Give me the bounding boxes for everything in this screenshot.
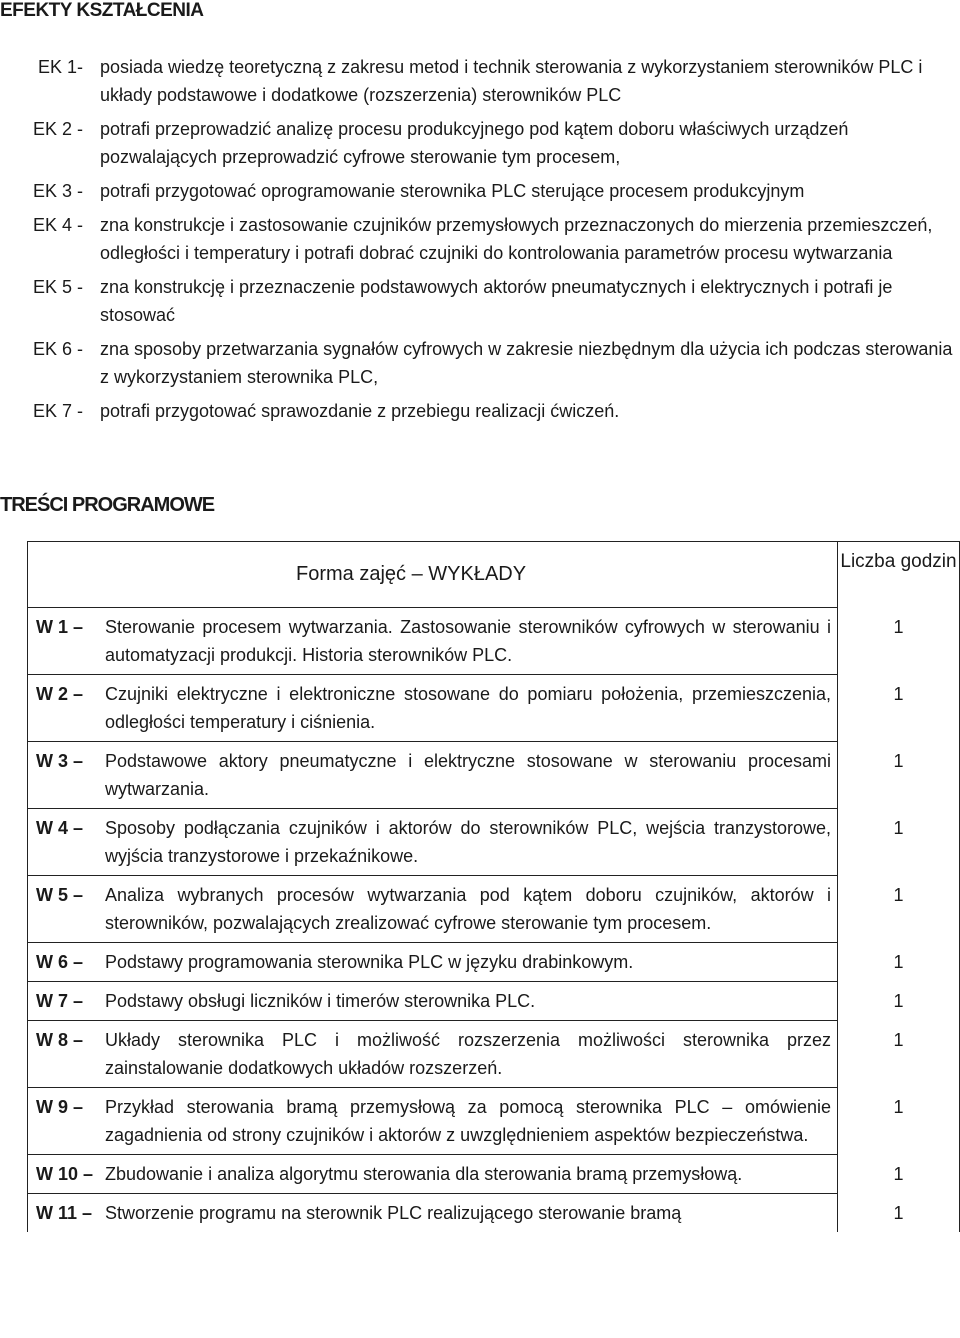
row-code-label: W 2 <box>36 684 69 704</box>
row-text: Podstawy programowania sterownika PLC w języku drabinkowym. <box>105 952 634 972</box>
row-main-cell <box>28 675 838 742</box>
row-hours: 1 <box>893 991 904 1011</box>
row-hours: 1 <box>893 818 904 838</box>
list-item <box>0 273 960 329</box>
row-text: Podstawowe aktory pneumatyczne i elektryczne stosowane w sterowaniu procesami wytwarzania. <box>105 751 831 799</box>
row-main-cell <box>28 1088 838 1155</box>
row-main-cell <box>28 1021 838 1088</box>
row-dash: – <box>73 617 84 637</box>
row-dash: – <box>73 885 84 905</box>
outcome-code: EK 1- <box>37 57 83 77</box>
header-form-label: Forma zajęć – WYKŁADY <box>296 563 527 585</box>
row-text: Sterowanie procesem wytwarzania. Zastosowanie sterowników cyfrowych w sterowaniu i automatyzacji produkcji. Historia sterowników PLC. <box>105 617 831 665</box>
outcome-text: zna sposoby przetwarzania sygnałów cyfrowych w zakresie niezbędnym dla użycia ich podczas sterowania z wykorzystaniem sterownika PLC, <box>100 339 953 387</box>
table-row <box>28 675 959 742</box>
row-hours: 1 <box>893 617 904 637</box>
outcome-text: potrafi przygotować sprawozdanie z przebiegu realizacji ćwiczeń. <box>100 401 620 421</box>
row-dash: – <box>83 1164 94 1184</box>
row-code-label: W 6 <box>36 952 69 972</box>
row-text: Czujniki elektryczne i elektroniczne stosowane do pomiaru położenia, przemieszczenia, odległości temperatury i ciśnienia. <box>105 684 831 732</box>
outcome-code: EK 7 - <box>32 401 83 421</box>
row-hours: 1 <box>893 885 904 905</box>
outcome-code: EK 4 - <box>32 215 83 235</box>
row-code-label: W 4 <box>36 818 69 838</box>
row-hours: 1 <box>893 1203 904 1223</box>
row-code <box>28 613 105 669</box>
outcome-text: zna konstrukcję i przeznaczenie podstawowych aktorów pneumatycznych i elektrycznych i potrafi je stosować <box>100 277 893 325</box>
row-main-cell <box>28 809 838 876</box>
table-row <box>28 1088 959 1155</box>
row-main-cell <box>28 876 838 943</box>
outcome-text: posiada wiedzę teoretyczną z zakresu metod i technik sterowania z wykorzystaniem sterowników PLC i układy podstawowe i dodatkowe (rozszerzenia) sterowników PLC <box>100 57 923 105</box>
row-text: Zbudowanie i analiza algorytmu sterowania dla sterowania bramą przemysłową. <box>105 1164 743 1184</box>
outcome-code: EK 5 - <box>32 277 83 297</box>
row-code <box>28 747 105 803</box>
list-item <box>0 53 960 109</box>
row-text: Podstawy obsługi liczników i timerów sterownika PLC. <box>105 991 536 1011</box>
row-text: Układy sterownika PLC i możliwość rozszerzenia możliwości sterownika przez zainstalowanie dodatkowych układów rozszerzeń. <box>105 1030 831 1078</box>
list-item <box>0 397 960 425</box>
row-code <box>28 1026 105 1082</box>
section-heading-efekty: EFEKTY KSZTAŁCENIA <box>0 0 204 21</box>
outcome-text: potrafi przeprowadzić analizę procesu produkcyjnego pod kątem doboru właściwych urządzeń pozwalających przeprowadzić cyfrowe sterowanie tym procesem, <box>100 119 849 167</box>
row-code-label: W 1 <box>36 617 69 637</box>
row-code <box>28 948 105 976</box>
row-main-cell <box>28 1194 838 1232</box>
table-row <box>28 608 959 675</box>
row-text: Przykład sterowania bramą przemysłową za pomocą sterownika PLC – omówienie zagadnienia od strony czujników i aktorów z uwzględnieniem aspektów bezpieczeństwa. <box>105 1097 831 1145</box>
table-row <box>28 742 959 809</box>
row-hours: 1 <box>893 751 904 771</box>
outcome-code: EK 6 - <box>32 339 83 359</box>
row-code-label: W 11 <box>36 1203 78 1223</box>
row-dash: – <box>73 1030 84 1050</box>
outcome-text: zna konstrukcje i zastosowanie czujników przemysłowych przeznaczonych do mierzenia przemieszczeń, odległości i temperatury i potrafi dobrać czujniki do kontrolowania parametrów procesu wytwarzania <box>100 215 933 263</box>
row-dash: – <box>73 991 84 1011</box>
table-row <box>28 1194 959 1232</box>
row-dash: – <box>73 751 84 771</box>
row-code <box>28 881 105 937</box>
table-row <box>28 809 959 876</box>
row-code <box>28 1093 105 1149</box>
row-code <box>28 1160 105 1188</box>
header-hours-label: Liczba godzin <box>840 551 957 572</box>
row-code-label: W 5 <box>36 885 69 905</box>
header-form-cell <box>28 542 838 608</box>
row-code <box>28 680 105 736</box>
outcome-code: EK 2 - <box>32 119 83 139</box>
row-text: Sposoby podłączania czujników i aktorów do sterowników PLC, wejścia tranzystorowe, wyjścia tranzystorowe i przekaźnikowe. <box>105 818 831 866</box>
row-hours: 1 <box>893 684 904 704</box>
row-dash: – <box>82 1203 93 1223</box>
row-code <box>28 987 105 1015</box>
list-item <box>0 335 960 391</box>
table-header <box>28 542 959 608</box>
outcome-text: potrafi przygotować oprogramowanie sterownika PLC sterujące procesem produkcyjnym <box>100 181 805 201</box>
lectures-table <box>27 541 960 1232</box>
row-dash: – <box>73 684 84 704</box>
row-code-label: W 9 <box>36 1097 69 1117</box>
row-hours: 1 <box>893 1097 904 1117</box>
row-hours: 1 <box>893 952 904 972</box>
row-dash: – <box>73 952 84 972</box>
row-code-label: W 3 <box>36 751 69 771</box>
table-row <box>28 876 959 943</box>
list-item <box>0 115 960 171</box>
row-code-label: W 7 <box>36 991 69 1011</box>
row-code-label: W 10 <box>36 1164 79 1184</box>
table-row <box>28 982 959 1021</box>
table-row <box>28 1155 959 1194</box>
row-main-cell <box>28 1155 838 1194</box>
row-dash: – <box>73 1097 84 1117</box>
row-code-label: W 8 <box>36 1030 69 1050</box>
section-heading-tresci: TREŚCI PROGRAMOWE <box>0 494 215 516</box>
outcome-code: EK 3 - <box>32 181 83 201</box>
table-row <box>28 1021 959 1088</box>
row-hours: 1 <box>893 1164 904 1184</box>
list-item <box>0 177 960 205</box>
row-code <box>28 1199 105 1227</box>
row-code <box>28 814 105 870</box>
row-dash: – <box>73 818 84 838</box>
learning-outcomes-list <box>0 53 960 431</box>
row-main-cell <box>28 982 838 1021</box>
table-row <box>28 943 959 982</box>
row-main-cell <box>28 608 838 675</box>
row-text: Analiza wybranych procesów wytwarzania pod kątem doboru czujników, aktorów i sterowników, pozwalających zrealizować cyfrowe sterowanie tym procesem. <box>105 885 831 933</box>
row-hours: 1 <box>893 1030 904 1050</box>
row-main-cell <box>28 742 838 809</box>
list-item <box>0 211 960 267</box>
row-text: Stworzenie programu na sterownik PLC realizującego sterowanie bramą <box>105 1203 682 1223</box>
row-main-cell <box>28 943 838 982</box>
